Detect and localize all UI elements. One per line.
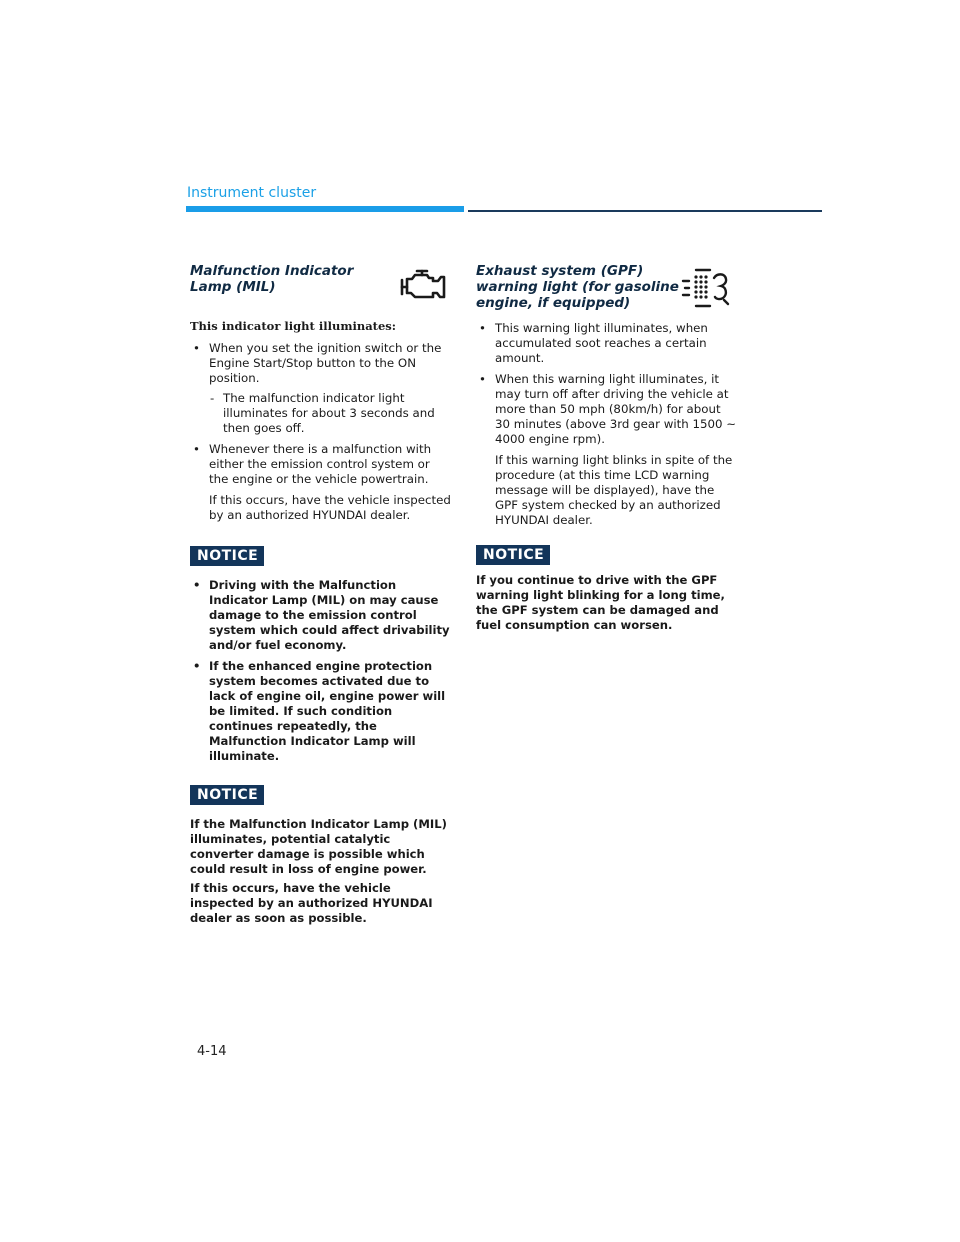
gpf-warning-icon bbox=[680, 267, 734, 309]
notice-1-body bbox=[190, 578, 452, 764]
notice-2-body bbox=[190, 817, 452, 926]
right-column bbox=[476, 263, 738, 637]
mil-bullet-1-sub: - The malfunction indicator light illuminates for about 3 seconds and then goes off. bbox=[209, 391, 452, 436]
gpf-notice-body bbox=[476, 573, 738, 633]
mil-heading bbox=[190, 263, 395, 295]
list-item: • If the enhanced engine protection system becomes activated due to lack of engine oil, engine power will be limited. If such condition continues repeatedly, the Malfunction Indicator Lamp will illuminate. bbox=[190, 659, 452, 764]
header-rule bbox=[468, 210, 822, 212]
mil-intro: This indicator light illuminates: bbox=[190, 319, 397, 333]
list-item bbox=[190, 442, 452, 523]
gpf-notice-text: If you continue to drive with the GPF warning light blinking for a long time, the GPF system can be damaged and fuel consumption can worsen. bbox=[476, 573, 725, 632]
mil-bullet-1: When you set the ignition switch or the Engine Start/Stop button to the ON position. bbox=[209, 341, 442, 385]
notice-2-para-1: If the Malfunction Indicator Lamp (MIL) illuminates, potential catalytic converter damage is possible which could result in loss of engine power. bbox=[190, 817, 447, 876]
header-rule-accent bbox=[186, 206, 464, 212]
engine-check-icon bbox=[398, 267, 448, 305]
notice-badge: NOTICE bbox=[476, 545, 550, 565]
notice-2-para-2: If this occurs, have the vehicle inspected by an authorized HYUNDAI dealer as soon as possible. bbox=[190, 881, 433, 925]
gpf-heading-text: Exhaust system (GPF) warning light (for gasoline engine, if equipped) bbox=[476, 263, 679, 311]
list-item: • Driving with the Malfunction Indicator Lamp (MIL) on may cause damage to the emission control system which could affect drivability and/or fuel economy. bbox=[190, 578, 452, 653]
gpf-heading bbox=[476, 263, 681, 311]
gpf-bullet-2-note: If this warning light blinks in spite of the procedure (at this time LCD warning message will be displayed), have the GPF system checked by an authorized HYUNDAI dealer. bbox=[495, 453, 733, 527]
mil-bullet-2: Whenever there is a malfunction with either the emission control system or the engine or the vehicle powertrain. bbox=[209, 442, 432, 486]
list-item bbox=[476, 372, 738, 528]
notice-badge: NOTICE bbox=[190, 785, 264, 805]
left-column bbox=[190, 263, 452, 930]
mil-heading-text: Malfunction Indicator Lamp (MIL) bbox=[190, 263, 354, 295]
section-title: Instrument cluster bbox=[187, 185, 317, 201]
mil-bullet-2-note: If this occurs, have the vehicle inspected by an authorized HYUNDAI dealer. bbox=[209, 493, 451, 522]
gpf-list bbox=[476, 321, 738, 528]
list-item bbox=[190, 341, 452, 436]
list-item: • This warning light illuminates, when accumulated soot reaches a certain amount. bbox=[476, 321, 738, 366]
notice-badge: NOTICE bbox=[190, 546, 264, 566]
mil-list bbox=[190, 341, 452, 523]
page-number: 4-14 bbox=[197, 1044, 227, 1059]
gpf-bullet-2: When this warning light illuminates, it may turn off after driving the vehicle at more than 50 mph (80km/h) for about 30 minutes (above 3rd gear with 1500 ~ 4000 engine rpm). bbox=[495, 372, 737, 446]
